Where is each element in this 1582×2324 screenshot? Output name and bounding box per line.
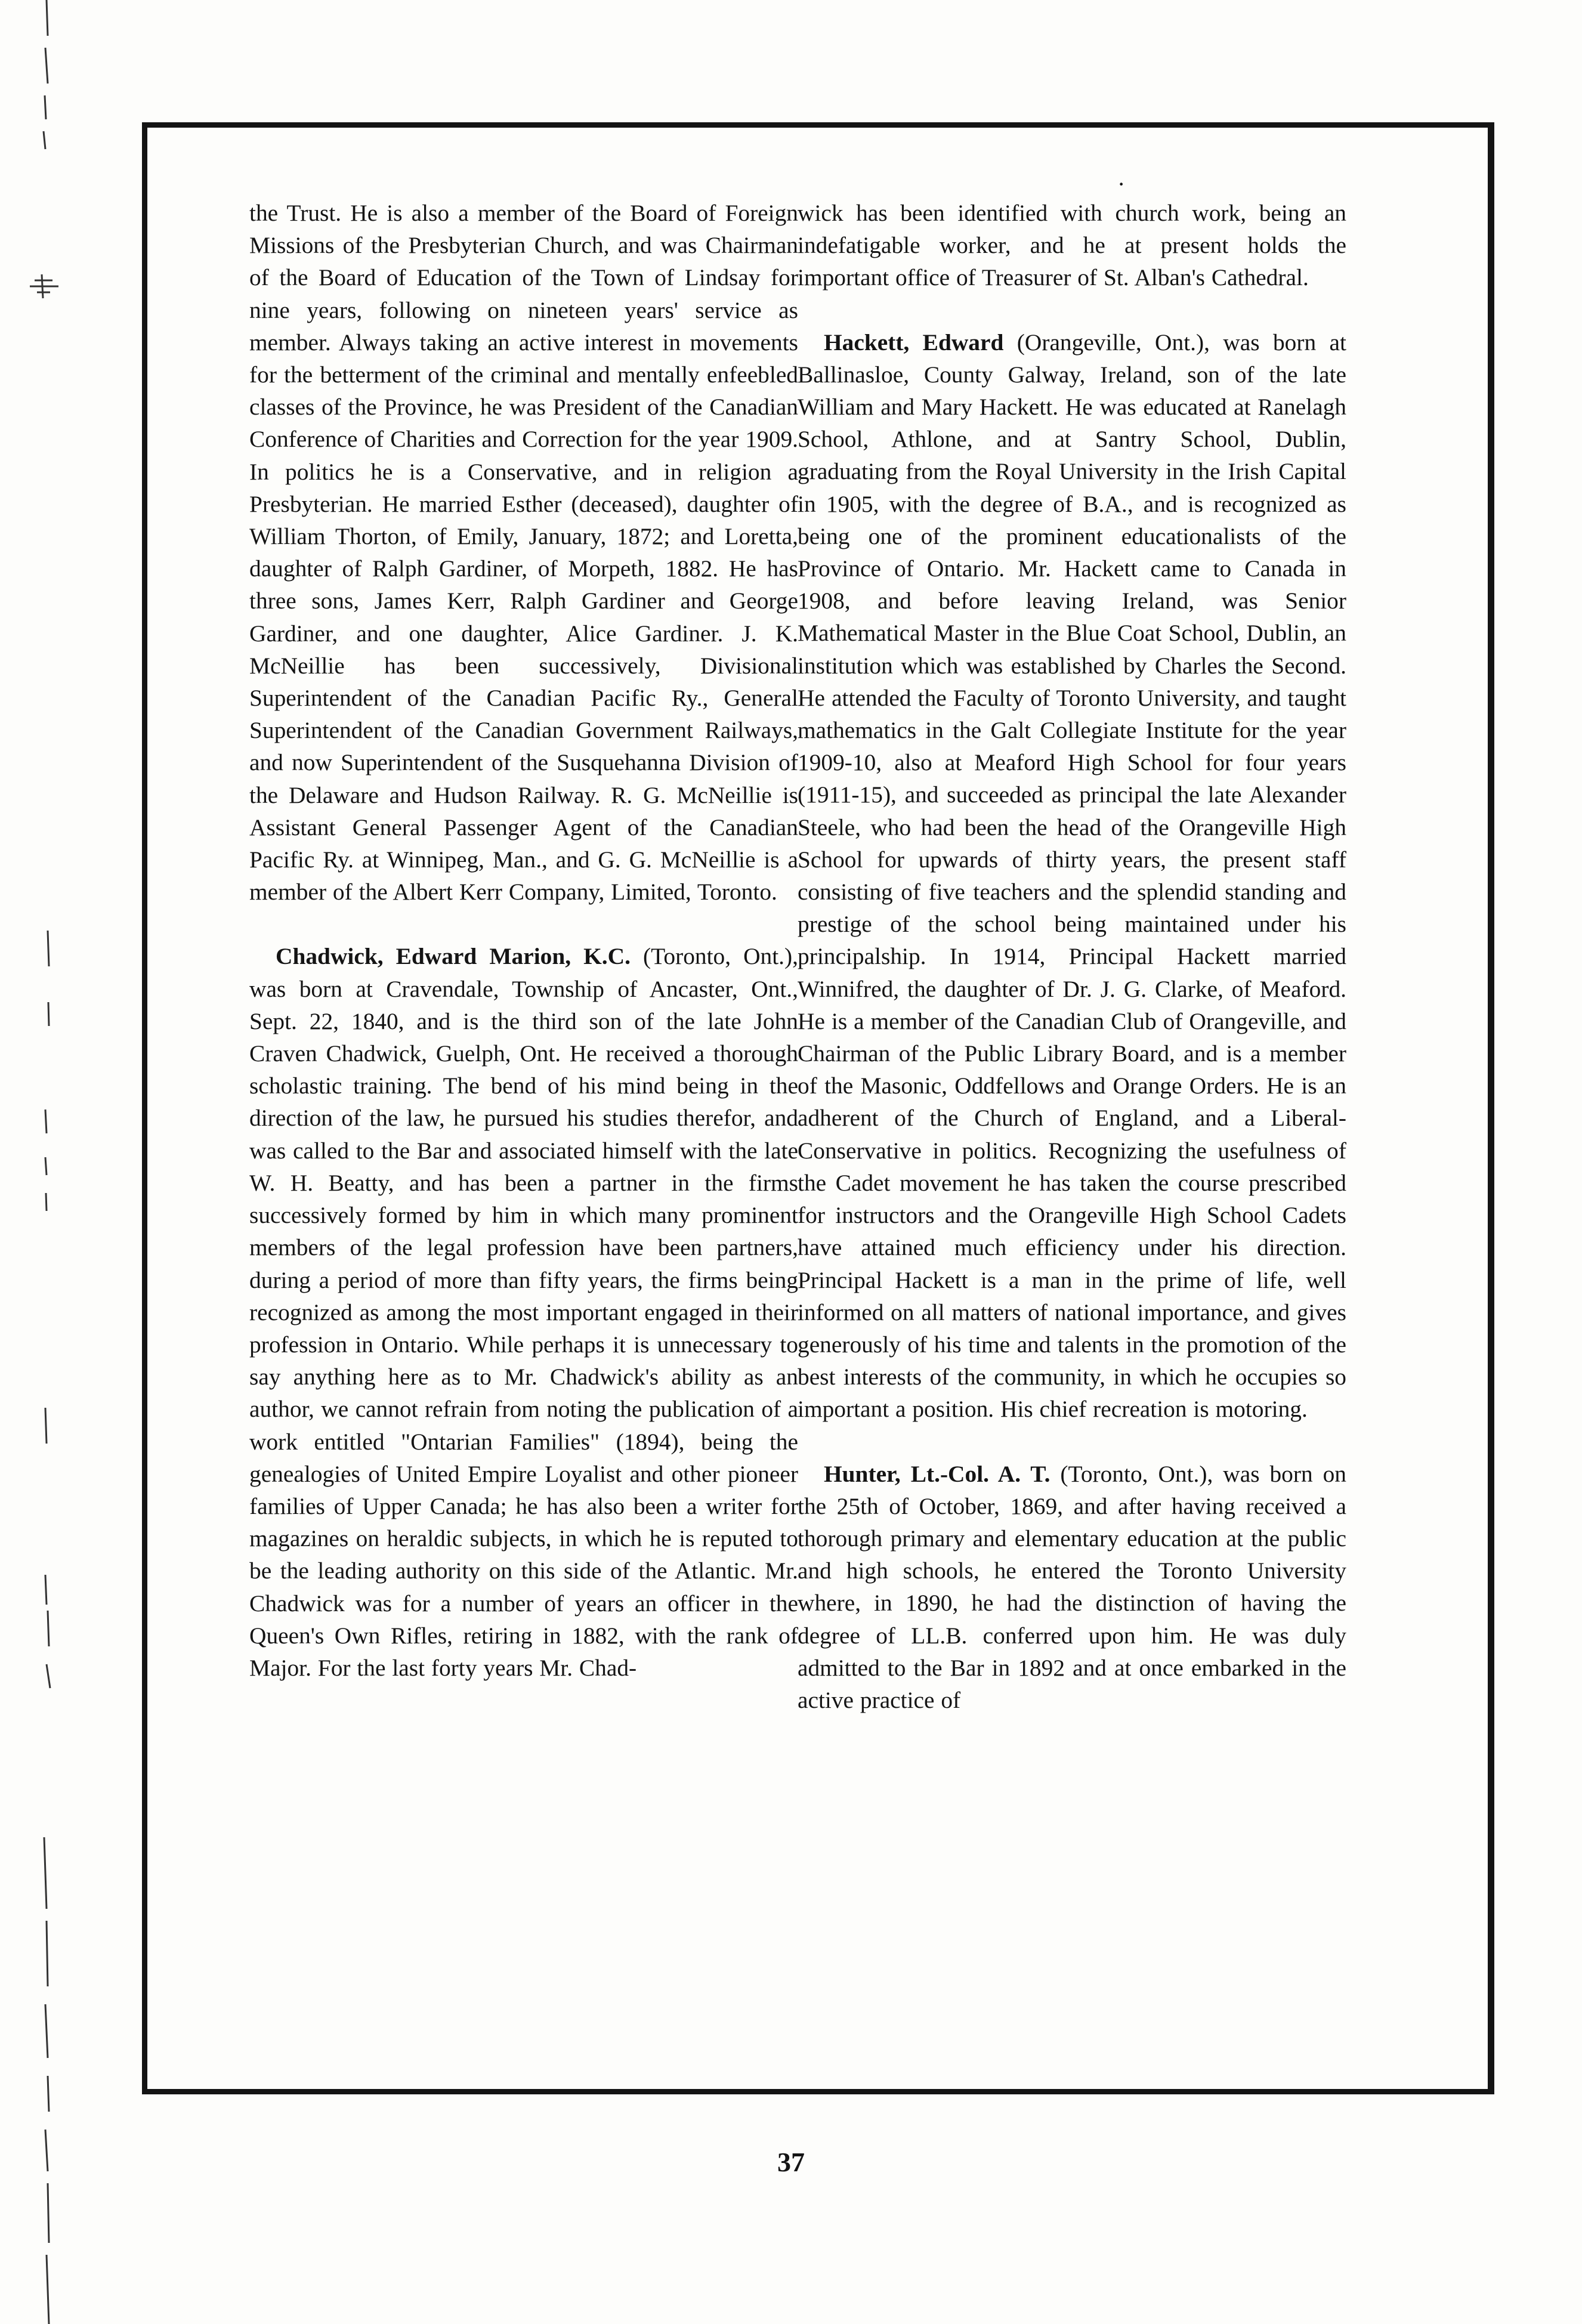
right-paragraph-1: wick has been identified with church work, being an indefatigable worker, and he at present holds the important office of Treasurer of St. Alban's Cathedral. xyxy=(798,200,1346,291)
entry-body: (Orangeville, Ont.), was born at Ballinasloe, County Galway, Ireland, son of the late William and Mary Hackett. He was educated at Ranelagh School, Athlone, and at Santry School, Dublin, graduating from the Royal University in the Irish Capital in 1905, with the degree of B.A., and is recognized as being one of the prominent educationalists of the Province of Ontario. Mr. Hackett came to Canada in 1908, and before leaving Ireland, was Senior Mathematical Master in the Blue Coat School, Dublin, an institution which was established by Charles the Second. He attended the Faculty of Toronto University, and taught mathematics in the Galt Collegiate Institute for the year 1909-10, also at Meaford High School for four years (1911-15), and succeeded as principal the late Alexander Steele, who had been the head of the Orangeville High School for upwards of thirty years, the present staff consisting of five teachers and the splendid standing and prestige of the school being maintained under his principalship. In 1914, Principal Hackett married Winnifred, the daughter of Dr. J. G. Clarke, of Meaford. He is a member of the Canadian Club of Orangeville, and Chairman of the Public Library Board, and is a member of the Masonic, Oddfellows and Orange Orders. He is an adherent of the Church of England, and a Liberal-Conservative in politics. Recognizing the usefulness of the Cadet movement he has taken the course prescribed for instructors and the Orangeville High School Cadets have attained much efficiency under his direction. Principal Hackett is a man in the prime of life, well informed on all matters of national importance, and gives generously of his time and talents in the promotion of the best interests of the community, in which he occupies so important a position. His chief recreation is motoring. xyxy=(798,329,1346,1423)
entry-name: Hunter, Lt.-Col. A. T. xyxy=(824,1460,1050,1487)
right-column xyxy=(798,197,1346,2046)
entry-body: (Toronto, Ont.), was born at Cravendale, Township of Ancaster, Ont., Sept. 22, 1840, and is the third son of the late John Craven Chadwick, Guelph, Ont. He received a thorough scholastic training. The bend of his mind being in the direction of the law, he pursued his studies therefor, and was called to the Bar and associated himself with the late W. H. Beatty, and has been a partner in the firms successively formed by him in which many prominent members of the legal profession have been partners, during a period of more than fifty years, the firms being recognized as among the most important engaged in their profession in Ontario. While perhaps it is unnecessary to say anything here as to Mr. Chadwick's ability as an author, we cannot refrain from noting the publication of a work entitled "Ontarian Families" (1894), being the genealogies of United Empire Loyalist and other pioneer families of Upper Canada; he has also been a writer for magazines on heraldic subjects, in which he is reputed to be the leading authority on this side of the Atlantic. Mr. Chadwick was for a number of years an officer in the Queen's Own Rifles, retiring in 1882, with the rank of Major. For the last forty years Mr. Chad- xyxy=(249,943,798,1681)
left-paragraph-1: the Trust. He is also a member of the Board of Foreign Missions of the Presbyterian Church, and was Chairman of the Board of Education of the Town of Lindsay for nine years, following on nineteen years' service as member. Always taking an active interest in movements for the betterment of the criminal and mentally enfeebled classes of the Province, he was President of the Canadian Conference of Charities and Correction for the year 1909. In politics he is a Conservative, and in religion a Presbyterian. He married Esther (deceased), daughter of William Thorton, of Emily, January, 1872; and Loretta, daughter of Ralph Gardiner, of Morpeth, 1882. He has three sons, James Kerr, Ralph Gardiner and George Gardiner, and one daughter, Alice Gardiner. J. K. McNeillie has been successively, Divisional Superintendent of the Canadian Pacific Ry., General Superintendent of the Canadian Government Railways, and now Superintendent of the Susquehanna Division of the Delaware and Hudson Railway. R. G. McNeillie is Assistant General Passenger Agent of the Canadian Pacific Ry. at Winnipeg, Man., and G. G. McNeillie is a member of the Albert Kerr Company, Limited, Toronto. xyxy=(249,200,798,906)
entry-hackett xyxy=(798,326,1346,1426)
entry-body: (Toronto, Ont.), was born on the 25th of October, 1869, and after having received a thorough primary and elementary education at the public and high schools, he entered the Toronto University where, in 1890, he had the distinction of having the degree of LL.B. conferred upon him. He was duly admitted to the Bar in 1892 and at once embarked in the active practice of xyxy=(798,1460,1346,1713)
left-column xyxy=(249,197,798,2046)
entry-chadwick xyxy=(249,940,798,1684)
scan-edge-marks xyxy=(24,0,60,2324)
entry-name: Hackett, Edward xyxy=(824,329,1004,356)
page-number: 37 xyxy=(777,2147,805,2177)
entry-hunter xyxy=(798,1458,1346,1717)
entry-name: Chadwick, Edward Marion, K.C. xyxy=(276,943,631,970)
stray-mark: · xyxy=(1117,171,1126,197)
